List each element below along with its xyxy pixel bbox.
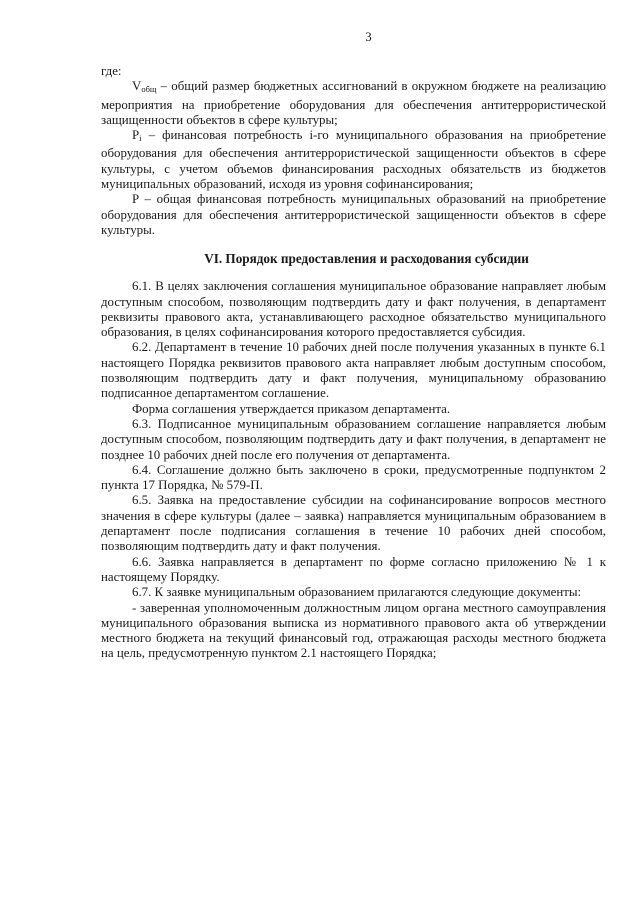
definition-v-total (101, 79, 606, 128)
definition-subscript: i (139, 133, 142, 144)
definition-symbol: V (132, 79, 142, 94)
paragraph-6-5: 6.5. Заявка на предоставление субсидии на софинансирование вопросов местного значения в сфере культуры (далее – заявка) направляется муниципальным образованием в департамент после подписания соглашения в течение 10 рабочих дней способом, позволяющим подтвердить дату и факт получения. (101, 493, 606, 554)
paragraph-6-6: 6.6. Заявка направляется в департамент по форме согласно приложению № 1 к настоящему Порядку. (101, 554, 606, 584)
definition-text: – общая финансовая потребность муниципальных образований на приобретение оборудования для обеспечения антитеррористической защищенности объектов в сфере культуры. (101, 192, 606, 237)
section-title: VI. Порядок предоставления и расходования субсидии (204, 251, 529, 267)
definition-text: – финансовая потребность i-го муниципального образования на приобретение оборудования для обеспечения антитеррористической защищенности объектов в сфере культуры, с учетом объемов финансирования расходных обязательств из бюджетов муниципальных образований, исходя из уровня софинансирования; (101, 128, 606, 192)
paragraph-6-3: 6.3. Подписанное муниципальным образованием соглашение направляется любым доступным способом, позволяющим подтвердить дату и факт получения, в департамент не позднее 10 рабочих дней после его получения от департамента. (101, 416, 606, 462)
definition-p-i (101, 128, 606, 192)
page-number: 3 (365, 30, 372, 44)
definition-text: – общий размер бюджетных ассигнований в окружном бюджете на реализацию мероприятия на приобретение оборудования для обеспечения антитеррористической защищенности объектов в сфере культуры; (101, 79, 606, 127)
where-intro: где: (101, 64, 122, 78)
definition-symbol: P (132, 128, 140, 143)
paragraph-6-7-item-1: - заверенная уполномоченным должностным лицом органа местного самоуправления муниципального образования выписка из нормативного правового акта об утверждении местного бюджета на текущий финансовый год, отражающая расходы местного бюджета на цель, предусмотренную пунктом 2.1 настоящего Порядка; (101, 600, 606, 661)
definition-p-total (101, 192, 606, 238)
paragraph-6-7: 6.7. К заявке муниципальным образованием прилагаются следующие документы: (132, 585, 582, 600)
paragraph-6-1: 6.1. В целях заключения соглашения муниципальное образование направляет любым доступным способом, позволяющим подтвердить дату и факт получения, в департамент реквизиты правового акта, устанавливающего расходное обязательство муниципального образования, в целях софинансирования которого предоставляется субсидия. (101, 279, 606, 340)
definition-subscript: общ (141, 84, 157, 95)
definition-symbol: P (132, 192, 139, 207)
paragraph-agreement-form: Форма соглашения утверждается приказом департамента. (132, 401, 451, 416)
paragraph-6-4: 6.4. Соглашение должно быть заключено в сроки, предусмотренные подпунктом 2 пункта 17 Порядка, № 579-П. (101, 462, 606, 493)
paragraph-6-2: 6.2. Департамент в течение 10 рабочих дней после получения указанных в пункте 6.1 настоящего Порядка реквизитов правового акта направляет любым доступным способом, позволяющим подтвердить дату и факт получения, муниципальному образованию подписанное департаментом соглашение. (101, 340, 606, 401)
